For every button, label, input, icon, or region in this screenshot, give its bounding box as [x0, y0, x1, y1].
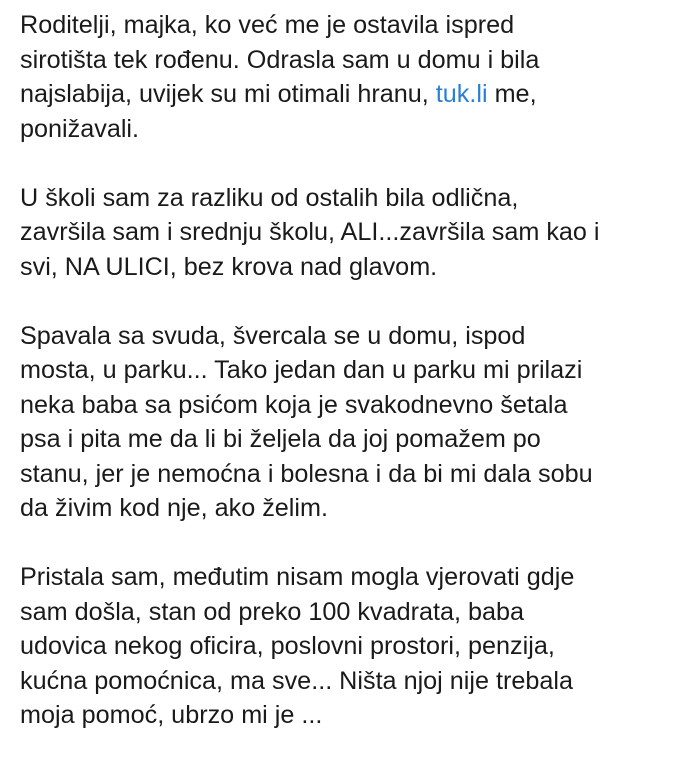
text-line: Spavala sa svuda, švercala se u domu, ispod: [20, 321, 526, 350]
text-line: Pristala sam, međutim nisam mogla vjerovati gdje: [20, 563, 575, 591]
text-line: U školi sam za razliku od ostalih bila odlična,: [20, 183, 519, 212]
inline-link[interactable]: tuk.li: [435, 80, 488, 108]
text-line: ponižavali.: [20, 114, 140, 143]
paragraph: [20, 181, 690, 285]
text-line: mosta, u parku... Tako jedan dan u parku mi prilazi: [20, 356, 583, 384]
paragraph: [20, 319, 690, 526]
text-line: sam došla, stan od preko 100 kvadrata, baba: [20, 597, 525, 626]
text-line: sirotišta tek rođenu. Odrasla sam u domu i bila: [20, 45, 540, 74]
message-body: [20, 8, 690, 767]
text-line: [20, 77, 690, 112]
text-line: kućna pomoćnica, ma sve... Ništa njoj nije trebala: [20, 666, 573, 695]
text-line: stanu, jer je nemoćna i bolesna i da bi mi dala sobu: [20, 459, 593, 488]
text-line: psa i pita me da li bi željela da joj pomažem po: [20, 425, 541, 453]
text-line: moja pomoć, ubrzo mi je ...: [20, 701, 323, 729]
text-segment: me,: [487, 80, 537, 108]
text-segment: najslabija, uvijek su mi otimali hranu,: [20, 80, 436, 108]
paragraph: [20, 8, 690, 146]
paragraph: [20, 560, 690, 733]
text-line: završila sam i srednju školu, ALI...završila sam kao i: [20, 218, 600, 246]
text-line: da živim kod nje, ako želim.: [20, 494, 328, 522]
text-line: neka baba sa psićom koja je svakodnevno šetala: [20, 390, 568, 419]
text-line: svi, NA ULICI, bez krova nad glavom.: [20, 252, 438, 281]
text-line: Roditelji, majka, ko već me je ostavila ispred: [20, 11, 515, 39]
text-line: udovica nekog oficira, poslovni prostori, penzija,: [20, 632, 555, 660]
